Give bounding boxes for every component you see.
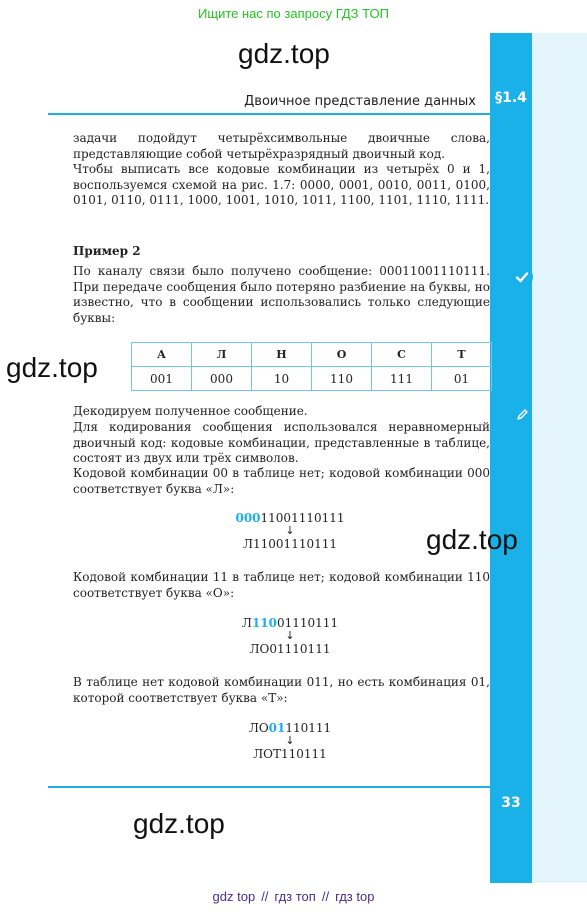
paragraph-decode-intro: Декодируем полученное сообщение. [73,404,308,418]
decode-highlight: 110 [251,616,277,630]
letter-cell: Л [192,343,252,367]
code-cell: 111 [372,367,432,391]
watermark-right: gdz.top [426,524,518,555]
footer-link-gdz-top-mixed[interactable]: гдз top [335,889,375,904]
footer-separator: // [261,889,269,904]
decode-rest: 11001110111 [260,511,345,525]
footer-separator: // [321,889,330,904]
footer-link-gdz-top-ru[interactable]: гдз топ [274,889,316,904]
check-circle-icon [511,266,533,288]
decode-step-3 [190,721,390,761]
decode-step-1-input [190,511,390,525]
paragraph-example-intro: По каналу связи было получено сообщение: 00011001110111. При передаче сообщения было потеряно разбиение на буквы, но известно, что в сообщении использовались только следующие буквы: [73,264,490,325]
decode-step-3-result: ЛОТ110111 [253,747,327,761]
letter-cell: Н [252,343,312,367]
decode-step-2-result: ЛО01110111 [249,642,331,656]
margin-bar [490,33,532,883]
running-header-title: Двоичное представление данных [244,94,476,109]
watermark-left: gdz.top [6,352,98,383]
side-strip [532,33,587,883]
decode-highlight: 01 [268,721,286,735]
code-table [131,342,492,391]
example-heading: Пример 2 [73,244,141,258]
decode-prefix: ЛО [248,721,269,735]
decode-rest: 01110111 [277,616,339,630]
code-cell: 01 [432,367,492,391]
code-cell: 110 [312,367,372,391]
paragraph-code-list [73,162,490,209]
letter-cell: А [132,343,192,367]
paragraph-step-3: В таблице нет кодовой комбинации 011, но есть комбинация 01, которой соответствует буква «Т»: [73,675,490,705]
code-cell: 10 [252,367,312,391]
code-cell: 000 [192,367,252,391]
page-number: 33 [501,795,521,811]
paragraph-code-list-text: Чтобы выписать все кодовые комбинации из четырёх 0 и 1, воспользуемся схемой на рис. 1.7: 0000, 0001, 0010, 0011, 0100, 0101, 0110, 0111, 1000, 1001, 1010, 1011, 1100, 1101, 1110, 1111. [73,162,490,207]
paragraph-step-1: Кодовой комбинации 00 в таблице нет; кодовой комбинации 000 соответствует буква «Л»: [73,466,490,496]
header-rule [48,113,490,115]
paragraph-code-explanation: Для кодирования сообщения использовался неравномерный двоичный код: кодовые комбинации, представленные в таблице, состоят из двух или трёх символов. [73,420,490,465]
decode-step-1-result: Л11001110111 [243,537,337,551]
decode-highlight: 000 [235,511,261,525]
decode-step-1 [190,511,390,551]
watermark-bottom: gdz.top [133,808,225,839]
watermark-top: gdz.top [238,38,330,69]
section-badge: §1.4 [495,90,527,106]
letter-cell: Т [432,343,492,367]
decode-prefix: Л [241,616,252,630]
down-arrow-icon: ↓ [285,734,295,747]
decode-rest: 110111 [285,721,332,735]
code-cell: 001 [132,367,192,391]
letter-cell: С [372,343,432,367]
code-table-letters-row [132,343,492,367]
search-banner: Ищите нас по запросу ГДЗ ТОП [198,6,389,21]
paragraph-step-2: Кодовой комбинации 11 в таблице нет; кодовой комбинации 110 соответствует буква «О»: [73,570,490,600]
decode-step-2 [190,616,390,656]
decode-step-2-input [190,616,390,630]
pencil-icon [512,405,532,425]
down-arrow-icon: ↓ [285,629,295,642]
code-table-codes-row [132,367,492,391]
footer-rule [48,786,490,788]
down-arrow-icon: ↓ [285,524,295,537]
decode-step-3-input [190,721,390,735]
paragraph-continuation: задачи подойдут четырёхсимвольные двоичные слова, представляющие собой четырёхразрядный двоичный код. [73,131,490,161]
footer-links [0,889,587,904]
footer-link-gdz-top[interactable]: gdz top [212,889,256,904]
letter-cell: О [312,343,372,367]
